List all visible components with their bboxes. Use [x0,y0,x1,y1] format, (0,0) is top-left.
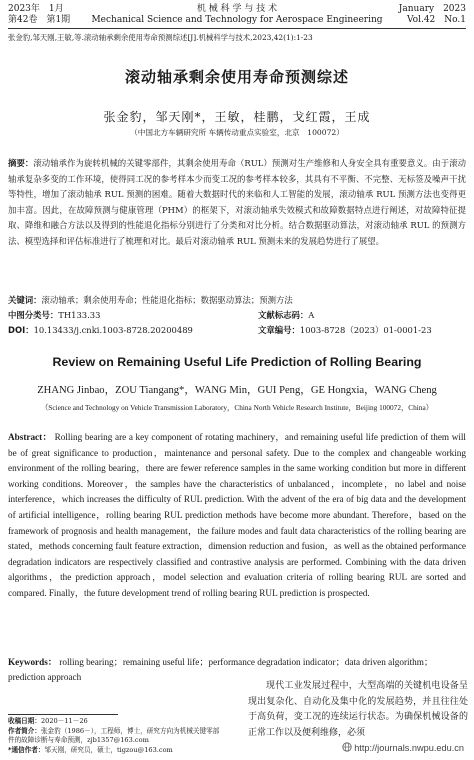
keywords-en-label: Keywords： [8,657,57,667]
journal-watermark [342,742,464,753]
keywords-en-text: rolling bearing；remaining useful life；performance degradation indicator；data driven algorithm；prediction approach [8,657,434,683]
body-intro [248,679,468,741]
corresponding-text: 邹天刚，研究员，硕士，tigzou@163.com [44,745,173,754]
paper-title-cn: 滚动轴承剩余使用寿命预测综述 [124,68,349,86]
journal-name-cn: 机 械 科 学 与 技 术 [196,4,278,14]
watermark-url[interactable]: http://journals.nwpu.edu.cn [354,743,464,753]
classification-number [8,309,100,322]
authors-cn: 张金豹，邹天刚*，王敏，桂鹏，戈红霞，王成 [103,110,371,124]
volume-issue: 第42卷 第1期 [8,15,71,25]
abstract-en [8,430,466,602]
abstract-en-text: Rolling bearing are a key component of rotating machinery，and remaining useful life prediction of them will be of great significance to production，maintenance and personal safety. Due to the complex and changeable working environment of the rolling bearing，there are fewer reference samples in the same working condition but more in different working conditions. Moreover，the samples have the characteristics of unbalanced，incomplete，no label and noise interference，which increases the difficulty of RUL prediction. With the advent of the era of big data and the development of artificial intelligence，rolling bearing RUL prediction methods have become more abundant. Therefore，based on the framework of prognosis and health management，the failure modes and fault data characteristics of the rolling bearing are stated，methods concerning fault feature extraction，dimension reduction and fusion，as well as the obtained performance degradation indicators are respectively classified and contrastive analysis are performed. Combining with the data driven algorithms，the prediction approach，model selection and evaluation criteria of rolling bearing RUL are sorted and compared. Finally，the future development trend of rolling bearing RUL prediction is prospected. [8,432,466,598]
keywords-cn-text: 滚动轴承；剩余使用寿命；性能退化指标；数据驱动算法；预测方法 [41,295,293,305]
keywords-cn-label: 关键词： [8,295,42,305]
footnote-rule [8,714,118,715]
abstract-cn-label: 摘要： [8,158,34,168]
classification-label: 中图分类号： [8,310,59,320]
doi [8,324,193,337]
abstract-en-label: Abstract： [8,432,53,442]
author-bio-text: 张金豹（1986－），工程师，博士，研究方向为机械关键零部件的故障诊断与寿命预测，zjb1357@163.com [8,726,220,745]
article-number-value: 1003-8728（2023）01-0001-23 [299,325,432,335]
corresponding-author [8,746,223,756]
document-code [258,309,314,322]
issue-date: 2023年 1月 [8,4,64,14]
received-date [8,717,223,727]
abstract-cn-text: 滚动轴承作为旋转机械的关键零部件，其剩余使用寿命（RUL）预测对生产维修和人身安全具有重要意义。由于滚动轴承复杂多变的工作环境，使得同工况的参考样本少而变工况的参考样本较多，其具有不平衡、不完整、无标签及噪声干扰等特性，增加了滚动轴承 RUL 预测的困难。随着大数据时代的来临和人工智能的发展，滚动轴承 RUL 预测方法也变得更加丰富。因此，在故障预测与健康管理（PHM）的框架下，对滚动轴承失效模式和故障数据特点进行阐述，对故障特征提取、降维和融合方法以及得到的性能退化指标分别进行了分类和对比分析。结合数据驱动算法，对滚动轴承 RUL 的预测方法、模型选择和评估标准进行了梳理和对比。最后对滚动轴承 RUL 预测未来的发展趋势进行了展望。 [8,158,467,246]
doi-label: DOI： [8,325,34,335]
volume-en: Vol.42 No.1 [406,15,466,25]
affiliation-en: （Science and Technology on Vehicle Transmission Laboratory，China North Vehicle Research Institute，Beijing 100072，China） [40,403,434,412]
issue-month-en: January 2023 [398,4,466,14]
keywords-cn [8,294,466,307]
footnotes [8,717,223,755]
journal-name-en: Mechanical Science and Technology for Aerospace Engineering [91,15,383,25]
classification-value: TH133.33 [58,310,101,320]
document-code-value: A [308,310,315,320]
authors-en: ZHANG Jinbao，ZOU Tiangang*，WANG Min，GUI Peng，GE Hongxia，WANG Cheng [37,385,437,396]
article-number-label: 文章编号： [258,325,300,335]
citation-line: 张金豹,邹天刚,王敏,等.滚动轴承剩余使用寿命预测综述[J].机械科学与技术,2023,42(1):1-23 [8,33,313,42]
globe-icon [342,742,352,752]
abstract-cn [8,156,466,250]
doi-value[interactable]: 10.13433/j.cnki.1003-8728.20200489 [33,325,193,335]
corresponding-label: *通信作者： [8,745,45,754]
document-code-label: 文献标志码： [258,310,309,320]
paper-title-en: Review on Remaining Useful Life Prediction of Rolling Bearing [52,355,422,369]
header-right [399,4,466,26]
header-rule [8,28,466,29]
received-label: 收稿日期： [8,717,41,725]
received-value: 2020－11－26 [40,717,88,725]
affiliation-cn: （中国北方车辆研究所 车辆传动重点实验室，北京 100072） [130,128,344,137]
author-bio-label: 作者简介： [8,726,41,735]
body-paragraph: 现代工业发展过程中，大型高端的关键机电设备呈现出复杂化、自动化及集中化的发展趋势，并且往往处于高负荷，变工况的连续运行状态。为确保机械设备的正常工作以及便利维修，必须 [248,681,468,738]
author-bio [8,727,223,746]
article-number [258,324,432,337]
